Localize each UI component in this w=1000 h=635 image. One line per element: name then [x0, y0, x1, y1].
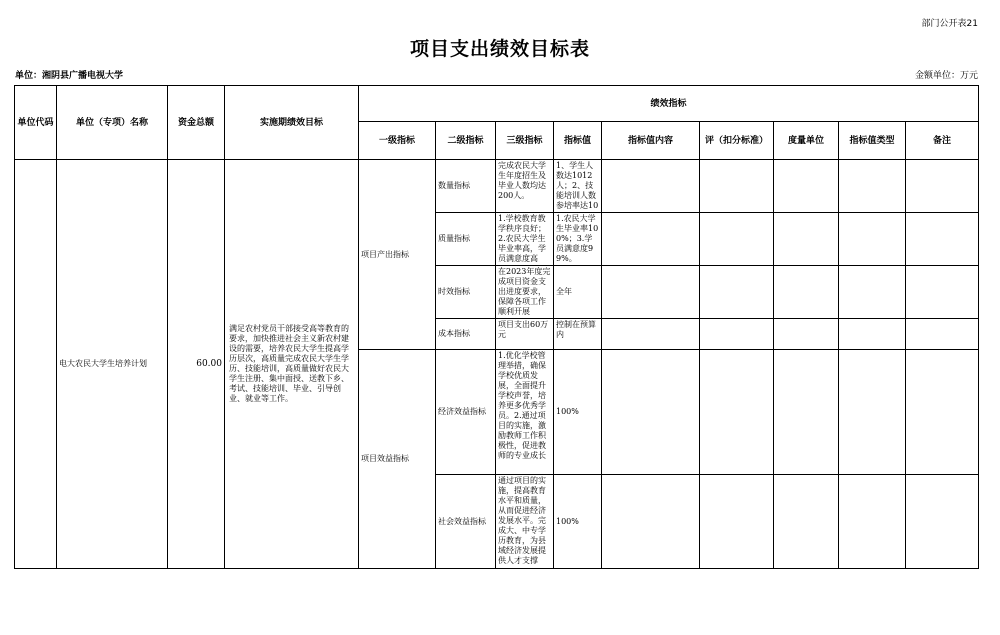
level3-cell — [496, 350, 554, 475]
unit-code-cell — [15, 160, 57, 569]
unit-label: 单位：湘阴县广播电视大学 — [15, 71, 124, 81]
remarks-cell — [906, 319, 979, 350]
header-scoring-standard: 评（扣分标准） — [700, 122, 774, 160]
remarks-cell — [906, 475, 979, 569]
level2-cell: 经济效益指标 — [436, 350, 496, 475]
header-unit-code: 单位代码 — [15, 86, 57, 160]
level3-cell — [496, 266, 554, 319]
scoring-cell — [700, 475, 774, 569]
performance-table — [14, 85, 979, 569]
level3-text: 完成农民大学生年度招生及毕业人数均达200人。 — [498, 161, 546, 200]
value-type-cell — [839, 319, 906, 350]
scoring-cell — [700, 319, 774, 350]
period-goal-text: 满足农村党员干部接受高等教育的要求，加快推进社会主义新农村建设的需要，培养农民大学生提高学历层次，高质量完成农民大学生学历、技能培训，高质量做好农民大学生注册、集中面授、送教下乡、考试、技能培训、毕业、引导创业、就业等工作。 — [229, 324, 349, 403]
indicator-value-text: 控制在预算内 — [556, 320, 596, 339]
period-goal-cell — [225, 160, 359, 569]
header-project-name: 单位（专项）名称 — [57, 86, 168, 160]
measure-unit-cell — [774, 160, 839, 213]
measure-unit-cell — [774, 475, 839, 569]
indicator-value-text: 1.农民大学生毕业率100%；3.学员满意度99%。 — [556, 214, 599, 263]
header-indicator-content: 指标值内容 — [602, 122, 700, 160]
level3-text: 1.优化学校管理举措，确保学校优质发展，全面提升学校声誉，培养更多优秀学员。2.通过项目的实施，激励教师工作积极性，促进教师的专业成长 — [498, 351, 546, 460]
indicator-content-cell — [602, 319, 700, 350]
measure-unit-cell — [774, 213, 839, 266]
level3-cell — [496, 213, 554, 266]
level1-cell: 项目产出指标 — [359, 160, 436, 350]
scoring-cell — [700, 160, 774, 213]
level2-cell: 社会效益指标 — [436, 475, 496, 569]
measure-unit-cell — [774, 266, 839, 319]
level2-cell: 时效指标 — [436, 266, 496, 319]
indicator-value-cell: 100% — [554, 350, 602, 475]
indicator-value-cell — [554, 213, 602, 266]
indicator-content-cell — [602, 350, 700, 475]
measure-unit-cell — [774, 319, 839, 350]
indicator-value-text: 1、学生人数达1012人；2、技能培训人数参培率达10 — [556, 161, 599, 210]
value-type-cell — [839, 213, 906, 266]
value-type-cell — [839, 350, 906, 475]
total-funds-cell: 60.00 — [168, 160, 225, 569]
project-name-cell: 电大农民大学生培养计划 — [57, 160, 168, 569]
indicator-value-cell — [554, 160, 602, 213]
indicator-content-cell — [602, 160, 700, 213]
level1-cell: 项目效益指标 — [359, 350, 436, 569]
level3-text: 在2023年度完成项目资金支出进度要求，保障各项工作顺利开展 — [498, 267, 551, 316]
level2-cell: 数量指标 — [436, 160, 496, 213]
level2-cell: 成本指标 — [436, 319, 496, 350]
scoring-cell — [700, 350, 774, 475]
remarks-cell — [906, 350, 979, 475]
header-value-type: 指标值类型 — [839, 122, 906, 160]
indicator-content-cell — [602, 266, 700, 319]
page-title: 项目支出绩效目标表 — [409, 38, 590, 60]
level3-text: 通过项目的实施，提高教育水平和质量，从而促进经济发展水平。完成大、中专学历教育，为县域经济发展提供人才支撑 — [498, 476, 546, 565]
remarks-cell — [906, 266, 979, 319]
header-period-goal: 实施期绩效目标 — [225, 86, 359, 160]
measure-unit-cell — [774, 350, 839, 475]
scoring-cell — [700, 266, 774, 319]
level3-text: 1.学校教育教学秩序良好；2.农民大学生毕业率高，学员满意度高 — [498, 214, 546, 263]
header-remarks: 备注 — [906, 122, 979, 160]
level3-cell — [496, 160, 554, 213]
value-type-cell — [839, 160, 906, 213]
header-level3: 三级指标 — [496, 122, 554, 160]
indicator-content-cell — [602, 475, 700, 569]
header-level1: 一级指标 — [359, 122, 436, 160]
remarks-cell — [906, 213, 979, 266]
value-type-cell — [839, 475, 906, 569]
level3-cell — [496, 475, 554, 569]
header-indicator-value: 指标值 — [554, 122, 602, 160]
indicator-content-cell — [602, 213, 700, 266]
level3-cell — [496, 319, 554, 350]
amount-unit-label: 金额单位：万元 — [914, 71, 978, 81]
scoring-cell — [700, 213, 774, 266]
indicator-value-cell: 全年 — [554, 266, 602, 319]
level3-text: 项目支出60万元 — [498, 320, 549, 339]
header-level2: 二级指标 — [436, 122, 496, 160]
header-measure-unit: 度量单位 — [774, 122, 839, 160]
header-performance-indicators: 绩效指标 — [359, 86, 979, 122]
remarks-cell — [906, 160, 979, 213]
indicator-value-cell — [554, 319, 602, 350]
indicator-value-cell: 100% — [554, 475, 602, 569]
value-type-cell — [839, 266, 906, 319]
table-number-label: 部门公开表21 — [921, 19, 978, 29]
header-total-funds: 资金总额 — [168, 86, 225, 160]
level2-cell: 质量指标 — [436, 213, 496, 266]
